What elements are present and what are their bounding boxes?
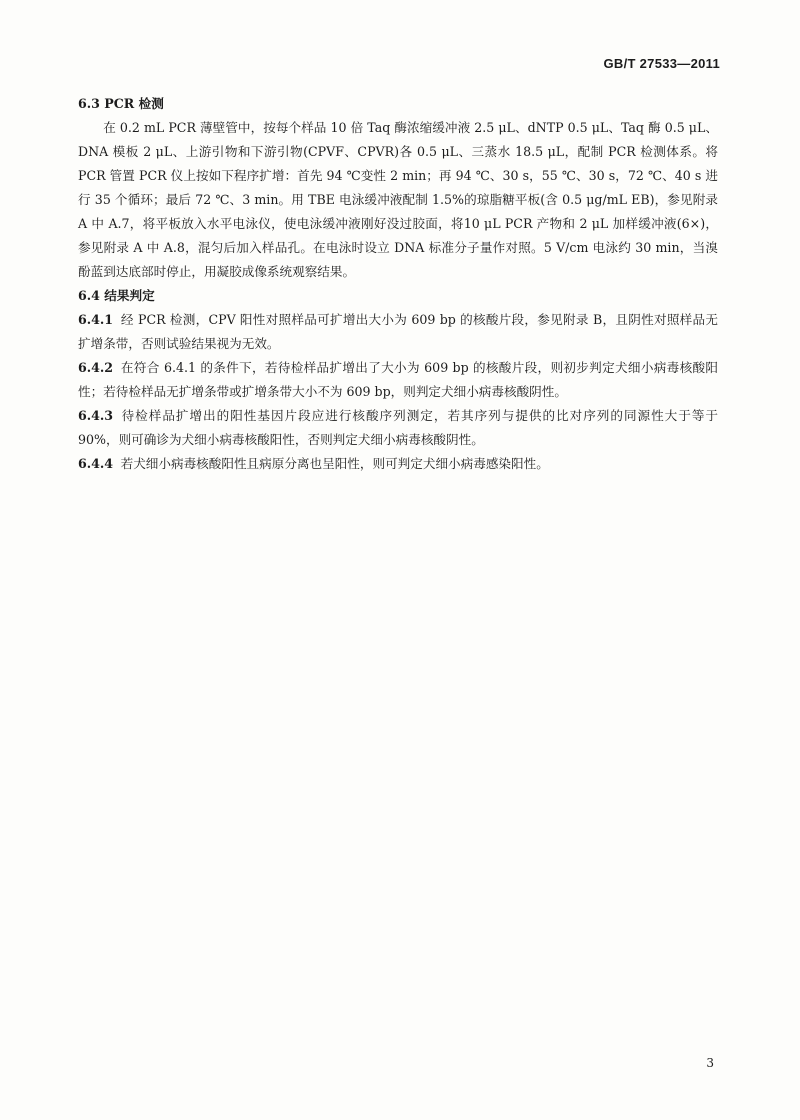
clause-text: 经 PCR 检测，CPV 阳性对照样品可扩增出大小为 609 bp 的核酸片段，参见附录 B，且阴性对照样品无扩增条带，否则试验结果视为无效。 <box>78 312 719 351</box>
clause-number: 6.4.1 <box>78 312 114 327</box>
clause-text: 在符合 6.4.1 的条件下，若待检样品扩增出了大小为 609 bp 的核酸片段，则初步判定犬细小病毒核酸阳性；若待检样品无扩增条带或扩增条带大小不为 609 bp，则判定犬细小病毒核酸阴性。 <box>78 360 718 399</box>
page-number: 3 <box>706 1056 714 1070</box>
clause-number: 6.4.4 <box>78 456 114 471</box>
clause-6-4-1 <box>78 308 718 356</box>
clause-6-4-2 <box>78 356 718 404</box>
clause-6-4-3 <box>78 404 718 452</box>
clause-number: 6.4.2 <box>78 360 114 375</box>
section-6-3-heading: 6.3 PCR 检测 <box>78 96 164 111</box>
clause-text: 若犬细小病毒核酸阳性且病原分离也呈阳性，则可判定犬细小病毒感染阳性。 <box>120 456 549 471</box>
clause-number: 6.4.3 <box>78 408 114 423</box>
clause-text: 待检样品扩增出的阳性基因片段应进行核酸序列测定，若其序列与提供的比对序列的同源性大于等于 90%，则可确诊为犬细小病毒核酸阳性，否则判定犬细小病毒核酸阴性。 <box>78 408 718 447</box>
clause-6-4-4 <box>78 452 718 476</box>
section-6-3-paragraph: 在 0.2 mL PCR 薄壁管中，按每个样品 10 倍 Taq 酶浓缩缓冲液 2.5 μL、dNTP 0.5 μL、Taq 酶 0.5 μL、DNA 模板 2 μL、上游引物和下游引物(CPVF、CPVR)各 0.5 μL、三蒸水 18.5 μL，配制 PCR 检测体系。将 PCR 管置 PCR 仪上按如下程序扩增：首先 94 ℃变性 2 min；再 94 ℃、30 s，55 ℃、30 s，72 ℃、40 s 进行 35 个循环；最后 72 ℃、3 min。用 TBE 电泳缓冲液配制 1.5%的琼脂糖平板(含 0.5 μg/mL EB)，参见附录 A 中 A.7，将平板放入水平电泳仪，使电泳缓冲液刚好没过胶面，将10 μL PCR 产物和 2 μL 加样缓冲液(6×)，参见附录 A 中 A.8，混匀后加入样品孔。在电泳时设立 DNA 标准分子量作对照。5 V/cm 电泳约 30 min，当溴酚蓝到达底部时停止，用凝胶成像系统观察结果。 <box>78 120 718 279</box>
section-6-4-heading: 6.4 结果判定 <box>78 288 155 303</box>
document-body <box>78 92 718 476</box>
standard-code: GB/T 27533—2011 <box>603 56 720 71</box>
